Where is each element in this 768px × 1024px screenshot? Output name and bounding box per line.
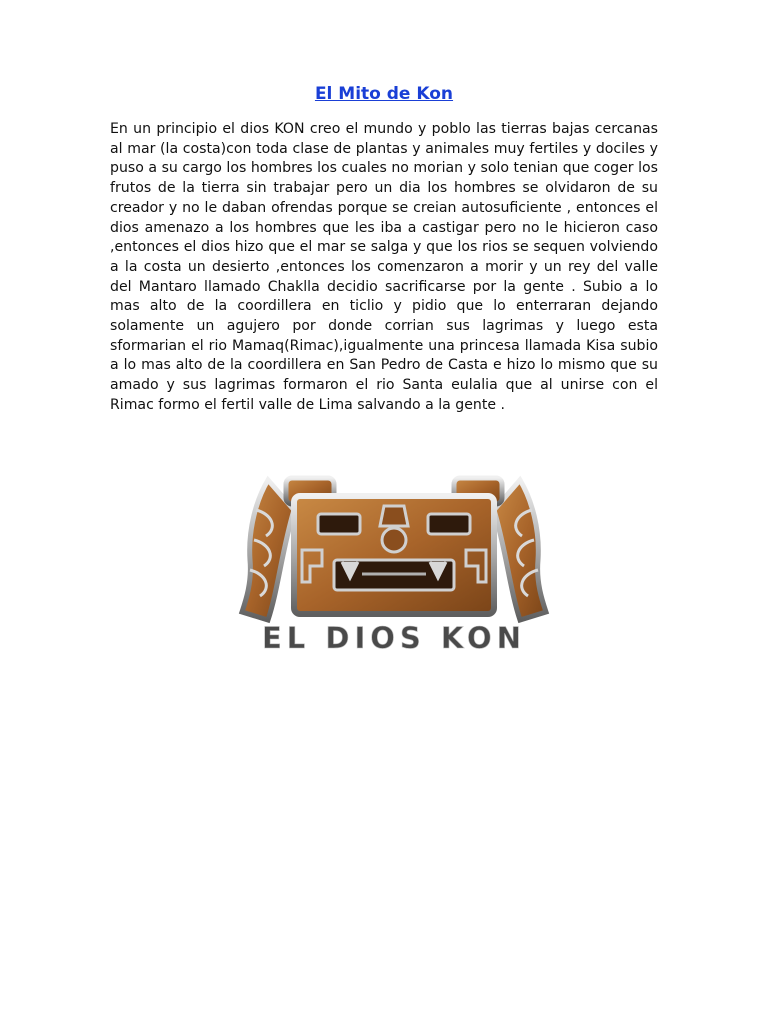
body-paragraph: En un principio el dios KON creo el mundo y poblo las tierras bajas cercanas al mar (la costa)con toda clase de plantas y animales muy fertiles y dociles y puso a su cargo los hombres los cuales no morian y solo tenian que coger los frutos de la tierra sin trabajar pero un dia los hombres se olvidaron de su creador y no le daban ofrendas porque se creian autosuficiente , entonces el dios amenazo a los hombres que les iba a castigar pero no le hicieron caso ,entonces el dios hizo que el mar se salga y que los rios se sequen volviendo a la costa un desierto ,entonces los comenzaron a morir y un rey del valle del Mantaro llamado Chaklla decidio sacrificarse por la gente . Subio a lo mas alto de la coordillera en ticlio y pidio que lo enterraran dejando solamente un agujero por donde corrian sus lagrimas y luego esta sformarian el rio Mamaq(Rimac),igualmente una princesa llamada Kisa subio a lo mas alto de la coordillera en San Pedro de Casta e hizo lo mismo que su amado y sus lagrimas formaron el rio Santa eulalia que al unirse con el Rimac formo el fertil valle de Lima salvando a la gente . — [110, 121, 658, 413]
el-dios-kon-logo-text: EL DIOS KON — [262, 621, 526, 655]
kon-idol-illustration — [238, 470, 550, 660]
left-eye-icon — [318, 514, 360, 534]
el-dios-kon-image — [238, 470, 550, 660]
idol-face — [294, 496, 494, 614]
document-title[interactable]: El Mito de Kon — [314, 84, 454, 104]
right-eye-icon — [428, 514, 470, 534]
